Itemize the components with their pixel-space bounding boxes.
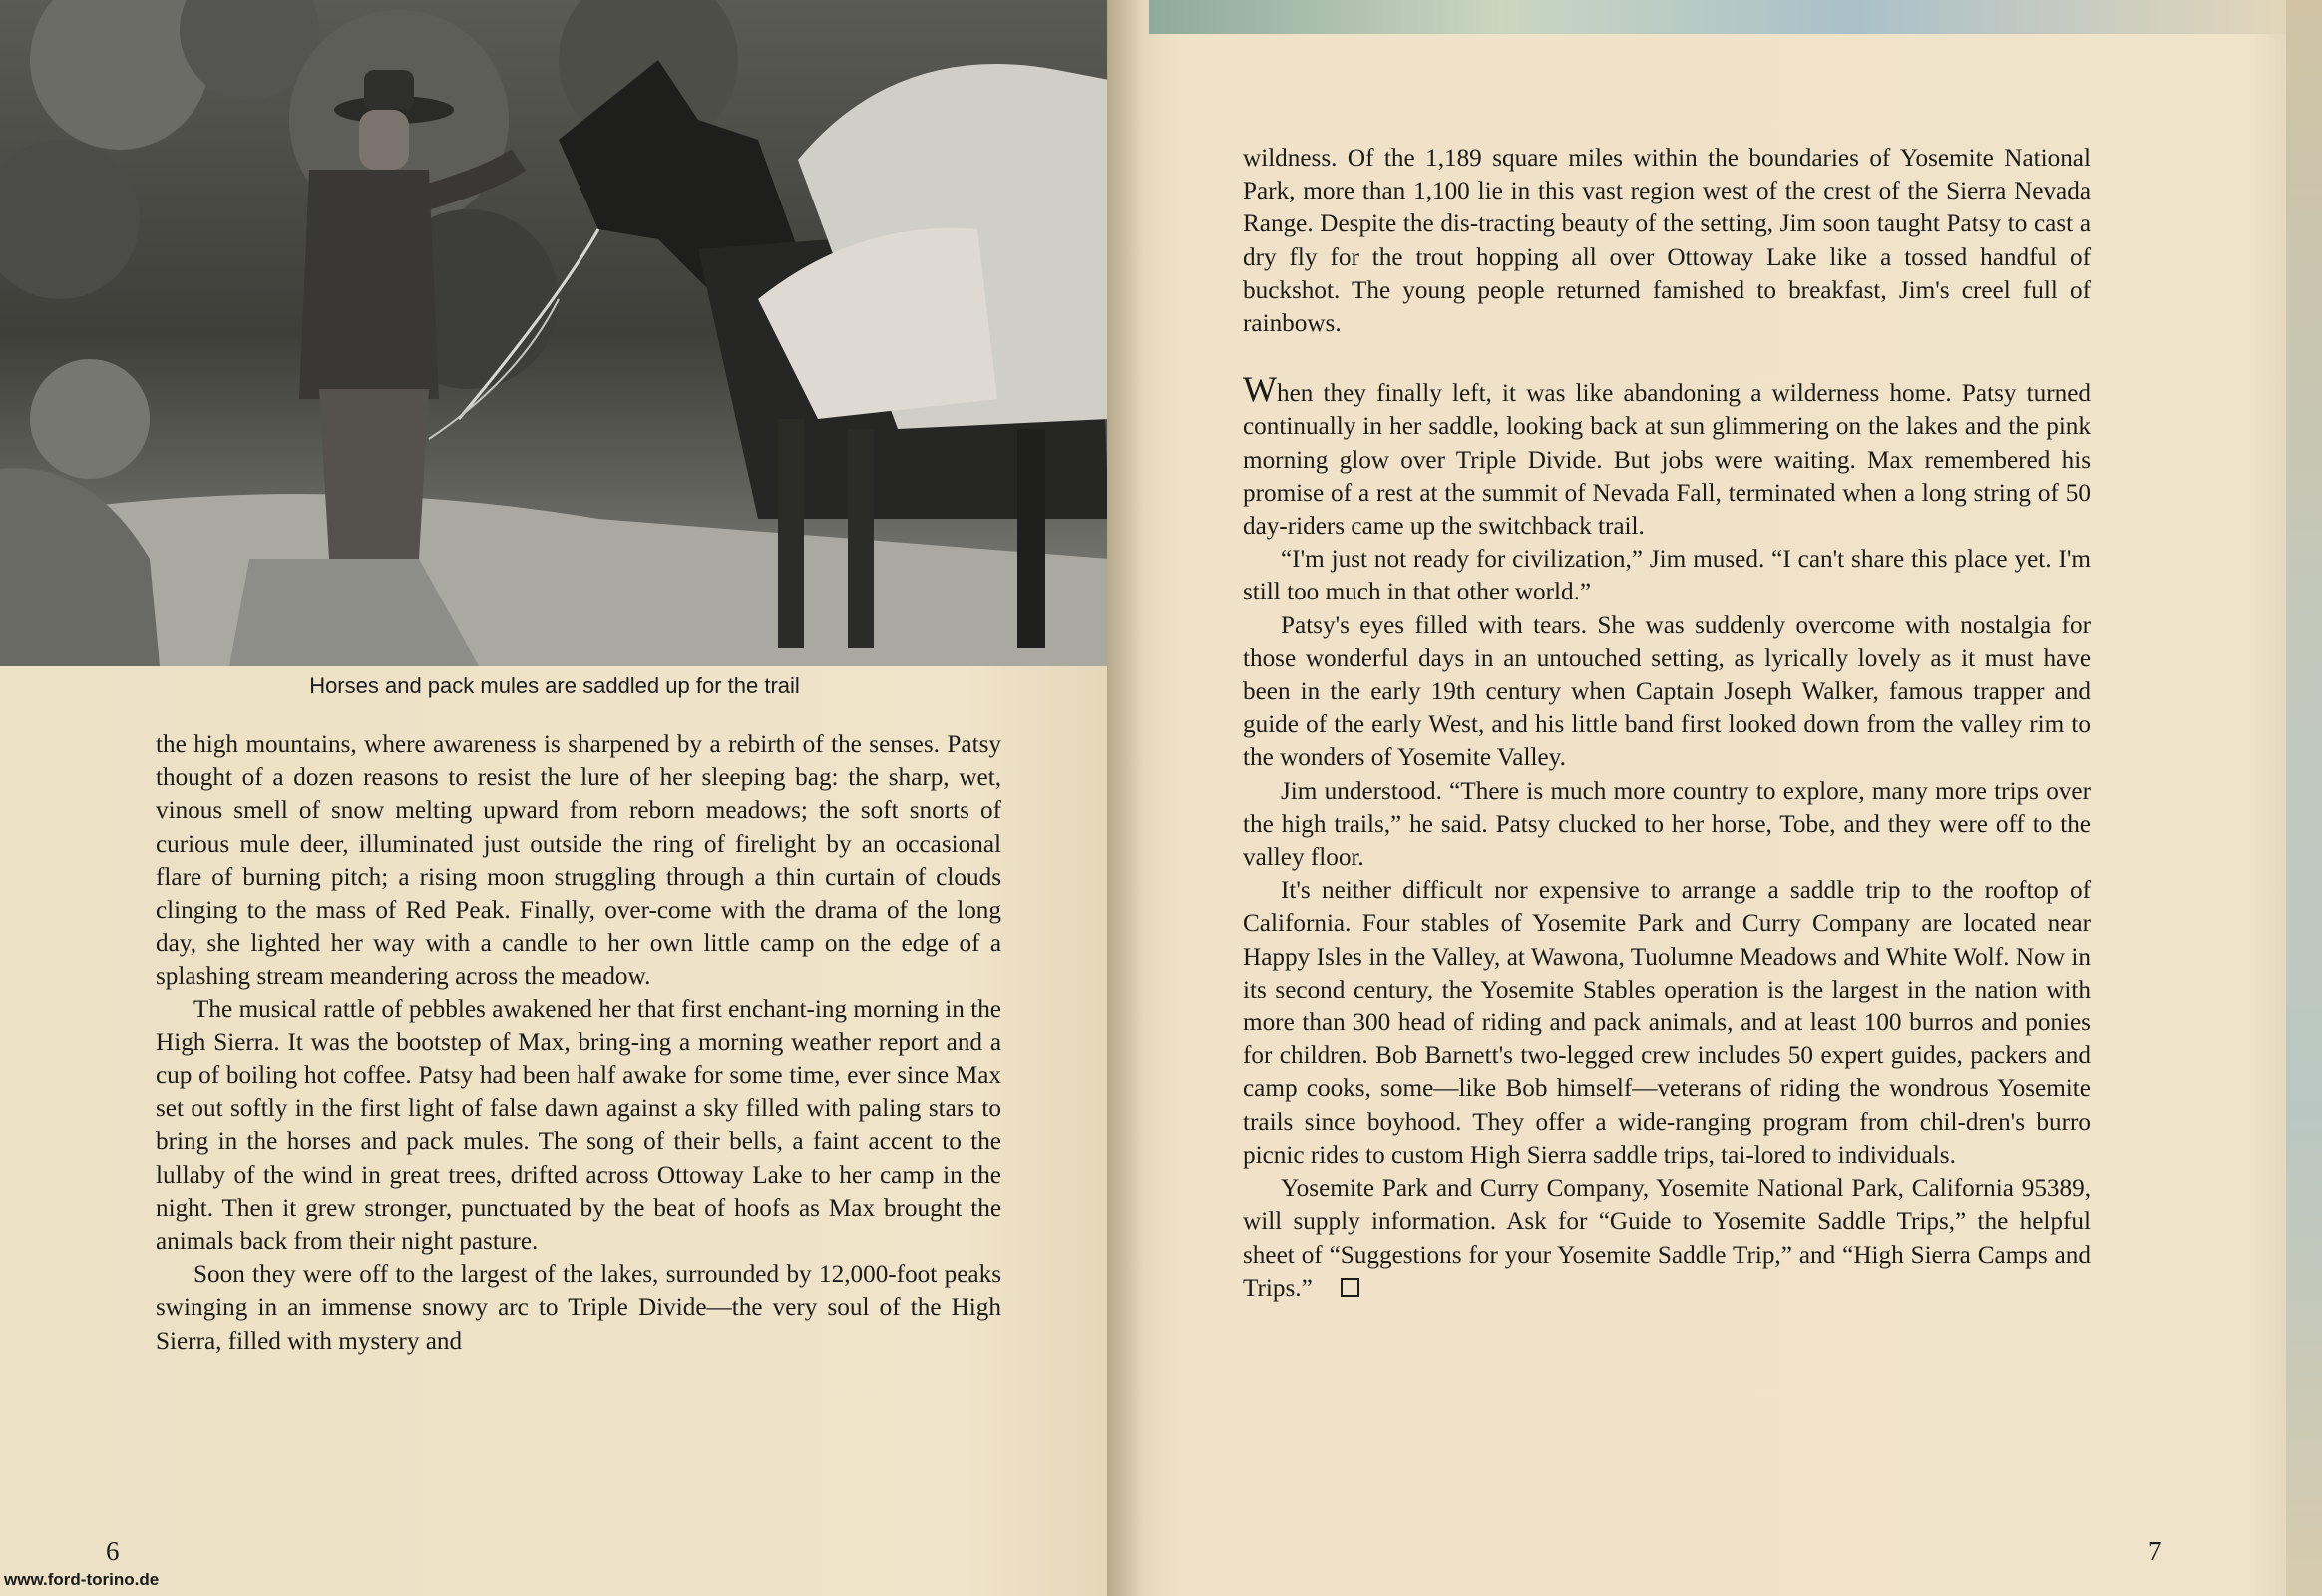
next-page-edge [1149,0,2322,34]
end-mark-square-icon [1341,1278,1359,1297]
left-text-column [156,728,1001,1358]
left-paragraph: Soon they were off to the largest of the lakes, surrounded by 12,000-foot peaks swinging in an immense snowy arc to Triple Divide—the very soul of the High Sierra, filled with mystery and [156,1261,1001,1355]
right-paragraph: wildness. Of the 1,189 square miles within the boundaries of Yosemite National Park, more than 1,100 lie in this vast region west of the crest of the Sierra Nevada Range. Despite the dis-tracting beauty of the setting, Jim soon taught Patsy to cast a dry fly for the trout hopping all over Ottoway Lake like a tossed handful of buckshot. The young people returned famished to breakfast, Jim's creel full of rainbows. [1243,145,2091,338]
trail-photo [0,0,1109,666]
right-paragraph: Jim understood. “There is much more country to explore, many more trips over the high trails,” he said. Patsy clucked to her horse, Tobe, and they were off to the valley floor. [1243,777,2091,872]
right-paragraph: It's neither difficult nor expensive to arrange a saddle trip to the rooftop of California. Four stables of Yosemite Park and Curry Company are located near Happy Isles in the Valley, at Wawona, Tuolumne Meadows and White Wolf. Now in its second century, the Yosemite Stables operation is the largest in the nation with more than 300 head of riding and pack animals, and at least 100 burros and ponies for children. Bob Barnett's two-legged crew includes 50 expert guides, packers and camp cooks, some—like Bob himself—veterans of riding the wondrous Yosemite trails since boyhood. They offer a wide-ranging program from chil-dren's burro picnic rides to custom High Sierra saddle trips, tai-lored to individuals. [1243,877,2091,1169]
page-number-left: 6 [106,1536,120,1566]
right-paragraph: “I'm just not ready for civilization,” Jim mused. “I can't share this place yet. I'm still too much in that other world.” [1243,546,2091,606]
right-paragraph-text: Yosemite Park and Curry Company, Yosemite National Park, California 95389, will supply information. Ask for “Guide to Yosemite Saddle Trips,” the helpful sheet of “Suggestions for your Yosemite Saddle Trip,” and “High Sierra Camps and Trips.” [1243,1175,2091,1302]
photo-caption: Horses and pack mules are saddled up for the trail [309,673,800,698]
horses-photo-image [0,0,1109,666]
watermark-url: www.ford-torino.de [4,1570,160,1589]
left-paragraph: The musical rattle of pebbles awakened her that first enchant-ing morning in the High Sierra. It was the bootstep of Max, bring-ing a morning weather report and a cup of boiling hot coffee. Patsy had been half awake for some time, ever since Max set out softly in the first light of false dawn against a sky filled with paling stars to bring in the horses and pack mules. The song of their bells, a faint accent to the lullaby of the wind in great trees, drifted across Ottoway Lake to her camp in the night. Then it grew stronger, punctuated by the beat of hoofs as Max brought the animals back from their night pasture. [156,996,1001,1256]
left-paragraph: the high mountains, where awareness is sharpened by a rebirth of the senses. Patsy thought of a dozen reasons to resist the lure of her sleeping bag: the sharp, wet, vinous smell of snow melting upward from reborn meadows; the soft snorts of curious mule deer, illuminated just outside the ring of firelight by an occasional flare of burning pitch; a rising moon struggling through a thin curtain of clouds clinging to the mass of Red Peak. Finally, over-come with the drama of the long day, she lighted her way with a candle to her own little camp on the edge of a splashing stream meandering across the meadow. [156,731,1001,991]
left-page [0,0,1137,1596]
right-paragraph-dropcap [1243,369,2091,543]
right-paragraph: Patsy's eyes filled with tears. She was suddenly overcome with nostalgia for those wonderful days in an untouched setting, as lyrically lovely as it must have been in the early 19th century when Captain Joseph Walker, famous trapper and guide of the early West, and his little band first looked down from the valley rim to the wonders of Yosemite Valley. [1243,611,2091,772]
page-gutter [1107,0,1143,1596]
right-paragraph-final [1243,1172,2091,1305]
right-text-column [1243,142,2091,1305]
right-paragraph-text: hen they finally left, it was like abandoning a wilderness home. Patsy turned continually in her saddle, looking back at sun glimmering on the lakes and the pink morning glow over Triple Divide. But jobs were waiting. Max remembered his promise of a rest at the summit of Nevada Fall, terminated when a long string of 50 day-riders came up the switchback trail. [1243,380,2091,541]
next-page-edge-right [2286,0,2322,1596]
page-number-right: 7 [2148,1536,2162,1566]
drop-cap: W [1243,369,1277,410]
